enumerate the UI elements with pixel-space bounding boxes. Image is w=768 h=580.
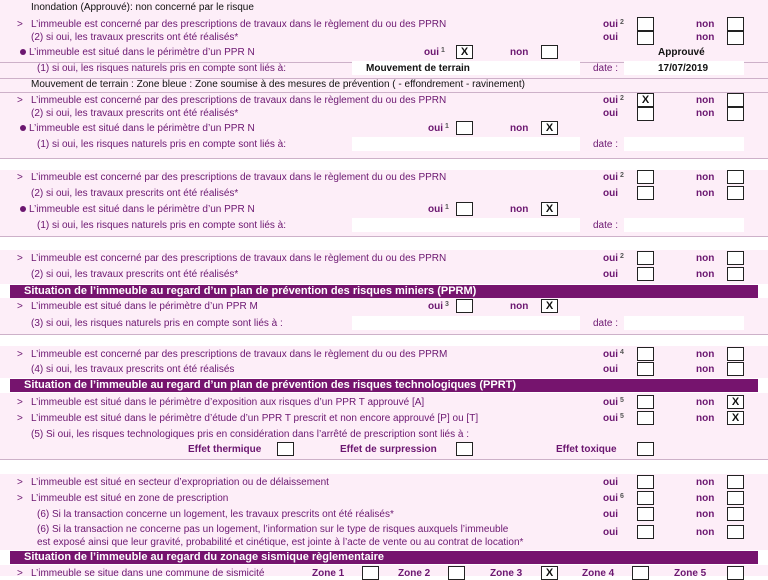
footnote-ref: 2 (620, 19, 624, 26)
oui-label: oui (603, 364, 618, 375)
checkbox-oui-travaux-4[interactable] (637, 251, 654, 265)
checkbox-effet-surpression[interactable] (456, 442, 473, 456)
risk-value: Mouvement de terrain (366, 63, 470, 74)
checkbox-non-pprt-exposition[interactable]: X (727, 395, 744, 409)
pprt-exposition-label: L’immeuble est situé dans le périmètre d’exposition aux risques d’un PPR T approuvé [A] (31, 397, 425, 408)
arrow-marker: > (17, 301, 23, 312)
checkbox-non-travaux-4[interactable] (727, 251, 744, 265)
zone4-label: Zone 4 (582, 568, 615, 579)
checkbox-non-expropriation[interactable] (727, 475, 744, 489)
pprt-effets-intro: (5) Si oui, les risques technologiques pris en considération dans l’arrêté de prescription sont liés à : (31, 429, 470, 440)
oui-label: oui (428, 301, 443, 312)
oui-label: oui (603, 477, 618, 488)
checkbox-oui-pprt-etude[interactable] (637, 411, 654, 425)
perimetre-pprn-label: L’immeuble est situé dans le périmètre d’un PPR N (29, 47, 255, 58)
pprm-risques-field[interactable] (352, 316, 580, 330)
checkbox-non-perimetre-1[interactable] (541, 45, 558, 59)
non-label: non (696, 413, 715, 424)
non-label: non (696, 32, 715, 43)
oui-label: oui (603, 493, 618, 504)
checkbox-oui-prescription[interactable] (637, 491, 654, 505)
oui-label: oui (428, 204, 443, 215)
oui-label: oui (603, 527, 618, 538)
risques-field-2[interactable] (352, 137, 580, 151)
bullet-icon (20, 125, 26, 131)
checkbox-oui-perimetre-2[interactable] (456, 121, 473, 135)
pprt-expropriation-label: L’immeuble est situé en secteur d’expropriation ou de délaissement (31, 477, 329, 488)
checkbox-oui-realises-3[interactable] (637, 186, 654, 200)
arrow-marker: > (17, 413, 23, 424)
arrow-marker: > (17, 477, 23, 488)
checkbox-oui-pas-logement[interactable] (637, 525, 654, 539)
pprt-pas-logement-line2: est exposé ainsi que leur gravité, probabilité et cinétique, est jointe à l’acte de vente ou au contrat de location* (37, 537, 524, 548)
effet-thermique-label: Effet thermique (188, 444, 262, 455)
checkbox-oui-perimetre-1[interactable]: X (456, 45, 473, 59)
date-field-3[interactable] (624, 218, 744, 232)
travaux-realises-label: (2) si oui, les travaux prescrits ont été réalisés* (31, 32, 239, 43)
checkbox-non-pprm-realises[interactable] (727, 362, 744, 376)
footnote-ref: 1 (445, 204, 449, 211)
checkbox-non-logement[interactable] (727, 507, 744, 521)
perimetre-pprn-label: L’immeuble est situé dans le périmètre d’un PPR N (29, 123, 255, 134)
ppr-travaux-label: L’immeuble est concerné par des prescriptions de travaux dans le règlement du ou des PPRN (31, 253, 447, 264)
ppr-travaux-label: L’immeuble est concerné par des prescriptions de travaux dans le règlement du ou des PPRN (31, 172, 447, 183)
date-label: date : (593, 139, 619, 150)
checkbox-oui-expropriation[interactable] (637, 475, 654, 489)
inondation-status: Inondation (Approuvé): non concerné par le risque (31, 2, 254, 13)
oui-label: oui (603, 253, 618, 264)
pprt-logement-label: (6) Si la transaction concerne un logement, les travaux prescrits ont été réalisés* (37, 509, 394, 520)
oui-label: oui (603, 349, 618, 360)
pprm-perimetre-label: L’immeuble est situé dans le périmètre d’un PPR M (31, 301, 258, 312)
footnote-ref: 2 (620, 253, 624, 260)
checkbox-zone1[interactable] (362, 566, 379, 580)
checkbox-oui-travaux-2[interactable]: X (637, 93, 654, 107)
checkbox-non-pprt-etude[interactable]: X (727, 411, 744, 425)
date-field-2[interactable] (624, 137, 744, 151)
effet-surpression-label: Effet de surpression (340, 444, 437, 455)
non-label: non (696, 493, 715, 504)
non-label: non (696, 527, 715, 538)
footnote-ref: 2 (620, 95, 624, 102)
checkbox-zone3[interactable]: X (541, 566, 558, 580)
travaux-realises-label: (2) si oui, les travaux prescrits ont été réalisés* (31, 188, 239, 199)
arrow-marker: > (17, 172, 23, 183)
arrow-marker: > (17, 19, 23, 30)
pprt-prescription-label: L’immeuble est situé en zone de prescription (31, 493, 229, 504)
checkbox-effet-toxique[interactable] (637, 442, 654, 456)
oui-label: oui (428, 123, 443, 134)
footnote-ref: 5 (620, 413, 624, 420)
ppr-status: Approuvé (658, 47, 705, 58)
arrow-marker: > (17, 349, 23, 360)
non-label: non (696, 253, 715, 264)
checkbox-non-travaux-3[interactable] (727, 170, 744, 184)
checkbox-oui-logement[interactable] (637, 507, 654, 521)
checkbox-non-pas-logement[interactable] (727, 525, 744, 539)
pprt-etude-label: L’immeuble est situé dans le périmètre d’étude d’un PPR T prescrit et non encore approuvé [P] ou [T] (31, 413, 479, 424)
non-label: non (696, 95, 715, 106)
oui-label: oui (603, 172, 618, 183)
arrow-marker: > (17, 253, 23, 264)
oui-label: oui (603, 108, 618, 119)
checkbox-oui-pprm-realises[interactable] (637, 362, 654, 376)
checkbox-non-travaux-1[interactable] (727, 17, 744, 31)
zone-description: Mouvement de terrain : Zone bleue : Zone soumise à des mesures de prévention ( - effondrement - ravinement) (31, 79, 525, 90)
pprm-risques-label: (3) si oui, les risques naturels pris en compte sont liés à : (31, 318, 283, 329)
non-label: non (696, 477, 715, 488)
checkbox-oui-pprt-exposition[interactable] (637, 395, 654, 409)
checkbox-zone4[interactable] (632, 566, 649, 580)
zone3-label: Zone 3 (490, 568, 523, 579)
checkbox-oui-realises-2[interactable] (637, 107, 654, 121)
risques-field-3[interactable] (352, 218, 580, 232)
non-label: non (696, 397, 715, 408)
non-label: non (696, 19, 715, 30)
non-label: non (510, 123, 529, 134)
arrow-marker: > (17, 568, 23, 579)
oui-label: oui (603, 188, 618, 199)
footnote-ref: 1 (445, 123, 449, 130)
arrow-marker: > (17, 493, 23, 504)
zone5-label: Zone 5 (674, 568, 707, 579)
oui-label: oui (603, 413, 618, 424)
checkbox-non-realises-2[interactable] (727, 107, 744, 121)
date-label: date : (593, 63, 619, 74)
travaux-realises-label: (2) si oui, les travaux prescrits ont été réalisés* (31, 269, 239, 280)
non-label: non (696, 509, 715, 520)
non-label: non (510, 47, 529, 58)
checkbox-zone5[interactable] (727, 566, 744, 580)
checkbox-oui-realises-1[interactable] (637, 31, 654, 45)
footnote-ref: 4 (620, 349, 624, 356)
oui-label: oui (603, 397, 618, 408)
checkbox-oui-travaux-3[interactable] (637, 170, 654, 184)
non-label: non (696, 349, 715, 360)
sismicite-label: L’immeuble se situe dans une commune de sismicité (31, 568, 265, 579)
perimetre-pprn-label: L’immeuble est situé dans le périmètre d’un PPR N (29, 204, 255, 215)
ppr-travaux-label: L’immeuble est concerné par des prescriptions de travaux dans le règlement du ou des PPRN (31, 95, 447, 106)
checkbox-oui-travaux-1[interactable] (637, 17, 654, 31)
date-label: date : (593, 220, 619, 231)
date-label: date : (593, 318, 619, 329)
footnote-ref: 3 (445, 301, 449, 308)
checkbox-non-prescription[interactable] (727, 491, 744, 505)
checkbox-zone2[interactable] (448, 566, 465, 580)
checkbox-effet-thermique[interactable] (277, 442, 294, 456)
oui-label: oui (603, 19, 618, 30)
risques-pris-label: (1) si oui, les risques naturels pris en compte sont liés à: (37, 220, 286, 231)
oui-label: oui (603, 32, 618, 43)
checkbox-non-pprm-travaux[interactable] (727, 347, 744, 361)
bullet-icon (20, 206, 26, 212)
bullet-icon (20, 49, 26, 55)
oui-label: oui (603, 95, 618, 106)
risques-pris-label: (1) si oui, les risques naturels pris en compte sont liés à: (37, 139, 286, 150)
checkbox-oui-pprm-perimetre[interactable] (456, 299, 473, 313)
checkbox-non-pprm-perimetre[interactable]: X (541, 299, 558, 313)
zone2-label: Zone 2 (398, 568, 431, 579)
date-value: 17/07/2019 (658, 63, 709, 74)
footnote-ref: 5 (620, 397, 624, 404)
pprm-travaux-label: L’immeuble est concerné par des prescriptions de travaux dans le règlement du ou des PPRM (31, 349, 448, 360)
checkbox-non-travaux-2[interactable] (727, 93, 744, 107)
arrow-marker: > (17, 95, 23, 106)
pprm-date-field[interactable] (624, 316, 744, 330)
pprt-pas-logement-line1: (6) Si la transaction ne concerne pas un logement, l’information sur le type de risques auxquels l’immeuble (37, 524, 509, 535)
non-label: non (696, 269, 715, 280)
section-header-pprt: Situation de l’immeuble au regard d’un plan de prévention des risques technologiques (PPRT) (10, 379, 758, 392)
oui-label: oui (424, 47, 439, 58)
oui-label: oui (603, 509, 618, 520)
non-label: non (510, 204, 529, 215)
checkbox-non-perimetre-3[interactable]: X (541, 202, 558, 216)
pprm-realises-label: (4) si oui, les travaux prescrits ont été réalisés (31, 364, 235, 375)
checkbox-non-perimetre-2[interactable]: X (541, 121, 558, 135)
footnote-ref: 2 (620, 172, 624, 179)
checkbox-oui-perimetre-3[interactable] (456, 202, 473, 216)
footnote-ref: 1 (441, 47, 445, 54)
arrow-marker: > (17, 397, 23, 408)
non-label: non (510, 301, 529, 312)
ppr-travaux-label: L’immeuble est concerné par des prescriptions de travaux dans le règlement du ou des PPRN (31, 19, 447, 30)
section-header-pprm: Situation de l’immeuble au regard d’un plan de prévention des risques miniers (PPRM) (10, 285, 758, 298)
risques-pris-label: (1) si oui, les risques naturels pris en compte sont liés à: (37, 63, 286, 74)
oui-label: oui (603, 269, 618, 280)
checkbox-oui-realises-4[interactable] (637, 267, 654, 281)
non-label: non (696, 364, 715, 375)
effet-toxique-label: Effet toxique (556, 444, 617, 455)
non-label: non (696, 172, 715, 183)
non-label: non (696, 188, 715, 199)
zone1-label: Zone 1 (312, 568, 345, 579)
non-label: non (696, 108, 715, 119)
checkbox-non-realises-4[interactable] (727, 267, 744, 281)
checkbox-non-realises-3[interactable] (727, 186, 744, 200)
checkbox-oui-pprm-travaux[interactable] (637, 347, 654, 361)
footnote-ref: 6 (620, 493, 624, 500)
section-header-sismique: Situation de l’immeuble au regard du zonage sismique règlementaire (10, 551, 758, 564)
travaux-realises-label: (2) si oui, les travaux prescrits ont été réalisés* (31, 108, 239, 119)
checkbox-non-realises-1[interactable] (727, 31, 744, 45)
